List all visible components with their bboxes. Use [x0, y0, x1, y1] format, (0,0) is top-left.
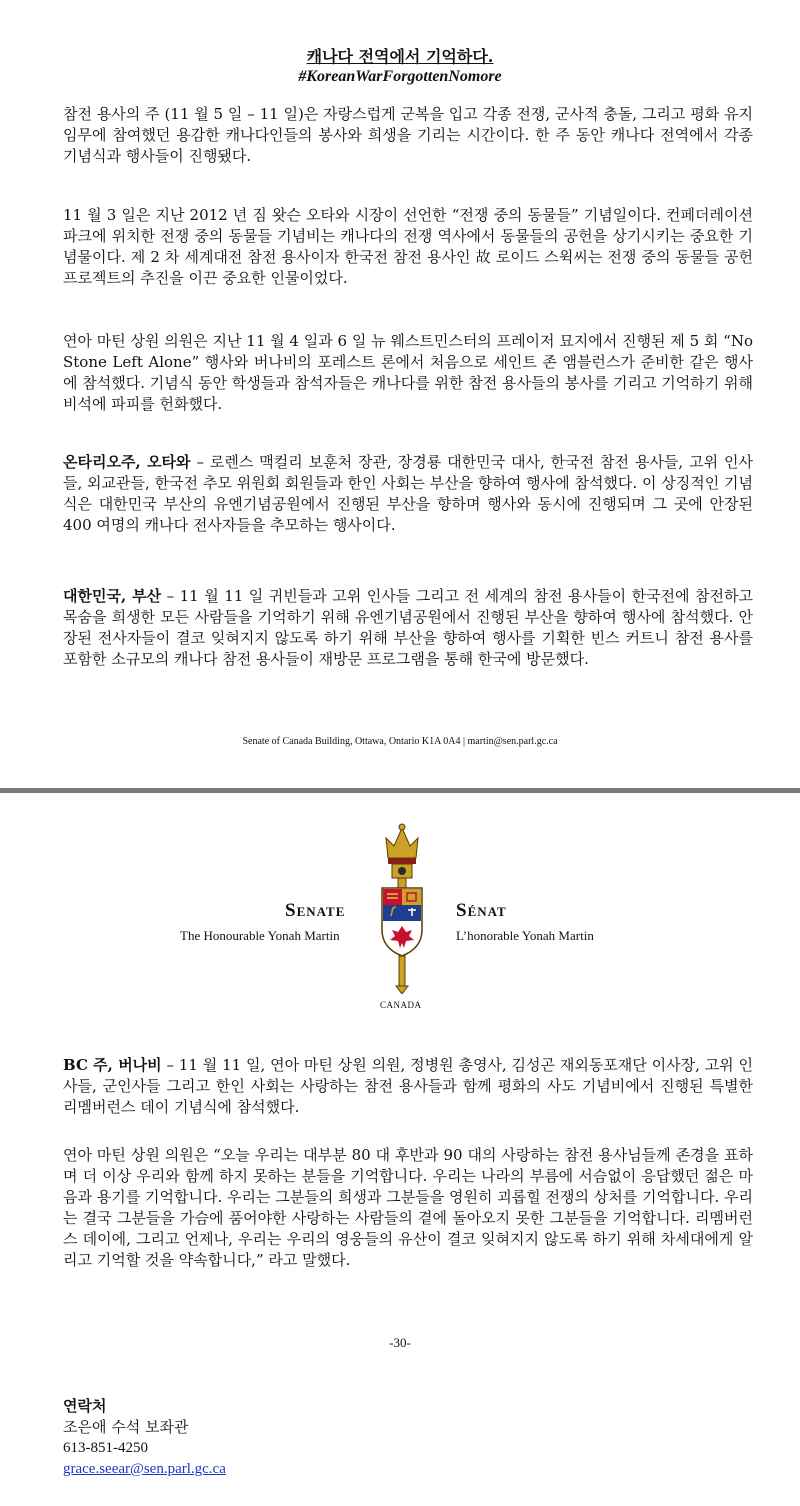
senator-name-english: The Honourable Yonah Martin — [180, 928, 340, 943]
end-marker: -30- — [389, 1335, 411, 1350]
contact-phone: 613-851-4250 — [63, 1440, 148, 1456]
location-lead-burnaby: BC 주, 버나비 — [63, 1056, 162, 1074]
paragraph-veterans-week: 참전 용사의 주 (11 월 5 일 – 11 일)은 자랑스럽게 군복을 입고 각종 전쟁, 군사적 충돌, 그리고 평화 유지 임무에 참여했던 용감한 캐나다인들의 봉사와 희생을 기리는 시간이다. 한 주 동안 캐나다 전역에서 각종 기념식과 행사들이 진행됐다. — [63, 105, 753, 165]
senator-name-french: L’honorable Yonah Martin — [456, 928, 594, 943]
paragraph-no-stone-left-alone: 연아 마틴 상원 의원은 지난 11 월 4 일과 6 일 뉴 웨스트민스터의 프레이저 묘지에서 진행된 제 5 회 “No Stone Left Alone” 행사와 버나비의 포레스트 론에서 처음으로 세인트 존 앰블런스가 준비한 같은 행사에 참석했다. 기념식 동안 학생들과 참석자들은 캐나다를 위한 참전 용사들의 봉사를 기리고 기억하기 위해 비석에 파피를 헌화했다. — [63, 332, 753, 413]
hashtag: #KoreanWarForgottenNomore — [298, 68, 502, 85]
senate-title-english: Senate — [285, 900, 346, 921]
location-lead-busan: 대한민국, 부산 — [63, 587, 162, 605]
contact-block — [63, 1396, 226, 1480]
paragraph-busan-text: – 11 월 11 일 귀빈들과 고위 인사들 그리고 전 세계의 참전 용사들이 한국전에 참전하고 목숨을 희생한 모든 사람들을 기억하기 위해 유엔기념공원에서 진행된 부산을 향하여 행사에 참석했다. 안장된 전사자들이 결코 잊혀지지 않도록 하기 위해 부산을 향하여 행사를 기획한 빈스 커트니 참전 용사를 포함한 소규모의 캐나다 참전 용사들이 재방문 프로그램을 통해 한국에 방문했다. — [63, 587, 753, 668]
page-title: 캐나다 전역에서 기억하다. — [306, 47, 494, 66]
senate-title-french: Sénat — [456, 900, 507, 921]
paragraph-senator-quote: 연아 마틴 상원 의원은 “오늘 우리는 대부분 80 대 후반과 90 대의 사랑하는 참전 용사님들께 존경을 표하며 더 이상 우리와 함께 하지 못하는 분들을 기억합니다. 우리는 나라의 부름에 서슴없이 응답했던 젊은 마음과 용기를 기억합니다. 우리는 그분들의 희생과 그분들을 영원히 괴롭힐 전쟁의 상처를 기억합니다. 우리는 결국 그분들을 가슴에 품어야한 사랑하는 사람들의 곁에 돌아오지 못한 그분들을 기억합니다. 리멤버런스 데이에, 그리고 언제나, 우리는 우리의 영웅들의 유산이 결코 잊혀지지 않도록 하기 위해 차세대에게 알리고 기억할 것을 약속합니다,” 라고 말했다. — [63, 1146, 753, 1269]
contact-name: 조은애 수석 보좌관 — [63, 1418, 189, 1436]
paragraph-burnaby-text: – 11 월 11 일, 연아 마틴 상원 의원, 정병원 총영사, 김성곤 재외동포재단 이사장, 고위 인사들, 군인사들 그리고 한인 사회는 사랑하는 참전 용사들과 함께 평화의 사도 기념비에서 진행된 특별한 리멤버런스 데이 기념식에 참석했다. — [63, 1056, 753, 1116]
page-footer-address: Senate of Canada Building, Ottawa, Ontario K1A 0A4 | martin@sen.parl.gc.ca — [242, 736, 558, 747]
paragraph-burnaby — [63, 1055, 753, 1118]
contact-email-link[interactable]: grace.seear@sen.parl.gc.ca — [63, 1461, 226, 1477]
contact-heading: 연락처 — [63, 1397, 107, 1415]
location-lead-ottawa: 온타리오주, 오타와 — [63, 453, 191, 471]
canada-label: CANADA — [380, 1000, 422, 1010]
paragraph-ottawa-text: – 로렌스 맥컬리 보훈처 장관, 장경룡 대한민국 대사, 한국전 참전 용사들, 고위 인사들, 외교관들, 한국전 추모 위원회 회원들과 한인 사회는 부산을 향하여 행사에 참석했다. 이 상징적인 기념식은 대한민국 부산의 유엔기념공원에서 진행된 부산을 향하며 행사와 동시에 진행되며 그 곳에 안장된 400 여명의 캐나다 전사자들을 추모하는 행사이다. — [63, 453, 753, 534]
paragraph-ottawa — [63, 452, 753, 536]
senate-crest-icon — [378, 822, 426, 994]
paragraph-animals-in-war: 11 월 3 일은 지난 2012 년 짐 왓슨 오타와 시장이 선언한 “전쟁 중의 동물들” 기념일이다. 컨페더레이션 파크에 위치한 전쟁 중의 동물들 기념비는 캐나다의 전쟁 역사에서 동물들의 공헌을 상기시키는 중요한 기념물이다. 제 2 차 세계대전 참전 용사이자 한국전 참전 용사인 故 로이드 스윅씨는 전쟁 중의 동물들 공헌 프로젝트의 추진을 이끈 중요한 인물이었다. — [63, 206, 753, 287]
page-divider — [0, 788, 800, 793]
paragraph-busan — [63, 586, 753, 670]
